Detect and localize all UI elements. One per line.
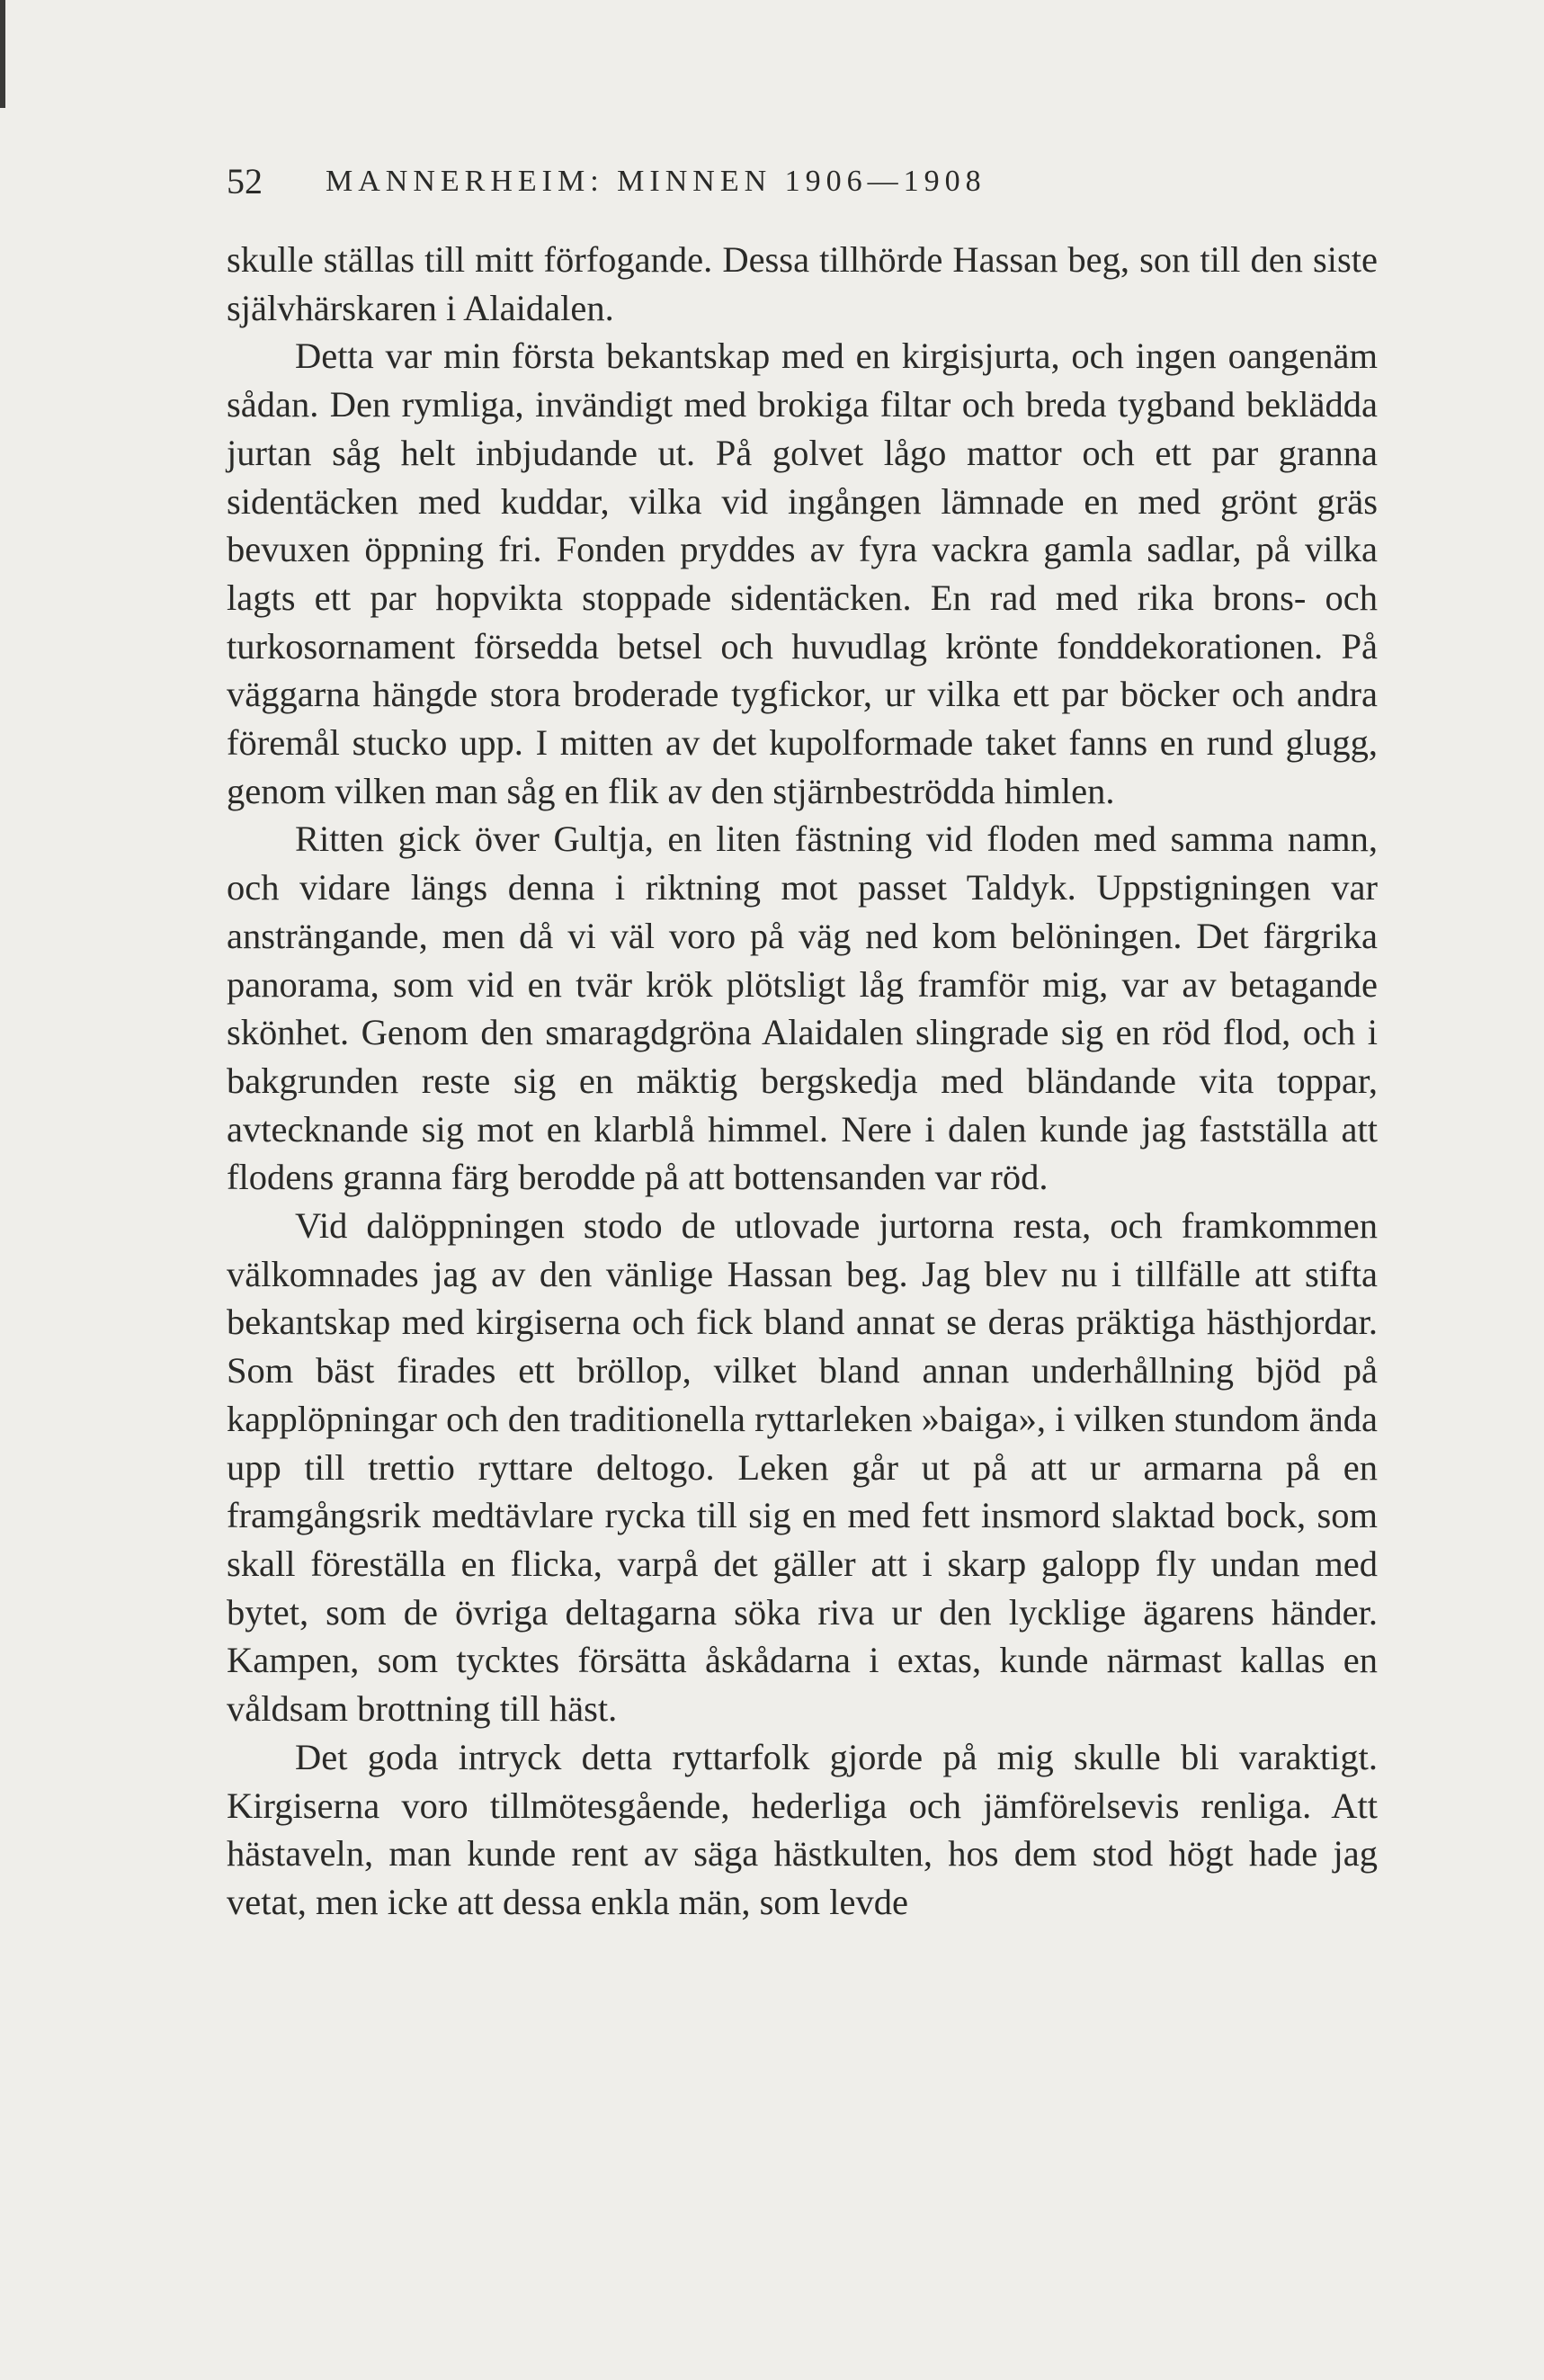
paragraph-4: Vid dalöppningen stodo de utlovade jurtorna resta, och framkommen välkomnades jag av den vänlige Hassan beg. Jag blev nu i tillfälle att stifta bekantskap med kirgiserna och fick bland annat se deras präktiga hästhjordar. Som bäst firades ett bröllop, vilket bland annan underhållning bjöd på kapplöpningar och den traditionella ryttarleken »baiga», i vilken stundom ända upp till trettio ryttare deltogo. Leken går ut på att ur armarna på en framgångsrik medtävlare rycka till sig en med fett insmord slaktad bock, som skall föreställa en flicka, varpå det gäller att i skarp galopp fly undan med bytet, som de övriga deltagarna söka riva ur den lycklige ägarens händer. Kampen, som tycktes försätta åskådarna i extas, kunde närmast kallas en våldsam brottning till häst. <box>227 1205 1378 1730</box>
body-text <box>227 236 1378 1927</box>
running-title: MANNERHEIM: MINNEN 1906—1908 <box>326 165 986 198</box>
scan-edge-mark <box>0 0 5 108</box>
paragraph-1: skulle ställas till mitt förfogande. Dessa tillhörde Hassan beg, son till den siste självhärskaren i Alaidalen. <box>227 239 1378 328</box>
page-number: 52 <box>227 161 263 201</box>
page-header <box>227 155 1378 209</box>
paragraph-2: Detta var min första bekantskap med en kirgisjurta, och ingen oangenäm sådan. Den rymliga, invändigt med brokiga filtar och breda tygband beklädda jurtan såg helt inbjudande ut. På golvet lågo mattor och ett par granna sidentäcken med kuddar, vilka vid ingången lämnade en med grönt gräs bevuxen öppning fri. Fonden pryddes av fyra vackra gamla sadlar, på vilka lagts ett par hopvikta stoppade sidentäcken. En rad med rika brons- och turkosornament försedda betsel och huvudlag krönte fonddekorationen. På väggarna hängde stora broderade tygfickor, ur vilka ett par böcker och andra föremål stucko upp. I mitten av det kupolformade taket fanns en rund glugg, genom vilken man såg en flik av den stjärnbeströdda himlen. <box>227 336 1378 811</box>
paragraph-3: Ritten gick över Gultja, en liten fästning vid floden med samma namn, och vidare längs denna i riktning mot passet Taldyk. Uppstigningen var ansträngande, men då vi väl voro på väg ned kom belöningen. Det färgrika panorama, som vid en tvär krök plötsligt låg framför mig, var av betagande skönhet. Genom den smaragdgröna Alaidalen slingrade sig en röd flod, och i bakgrunden reste sig en mäktig bergskedja med bländande vita toppar, avtecknande sig mot en klarblå himmel. Nere i dalen kunde jag fastställa att flodens granna färg berodde på att bottensanden var röd. <box>227 819 1378 1198</box>
paragraph-5: Det goda intryck detta ryttarfolk gjorde på mig skulle bli varaktigt. Kirgiserna voro tillmötesgående, hederliga och jämförelsevis renliga. Att hästaveln, man kunde rent av säga hästkulten, hos dem stod högt hade jag vetat, men icke att dessa enkla män, som levde <box>227 1736 1378 1922</box>
